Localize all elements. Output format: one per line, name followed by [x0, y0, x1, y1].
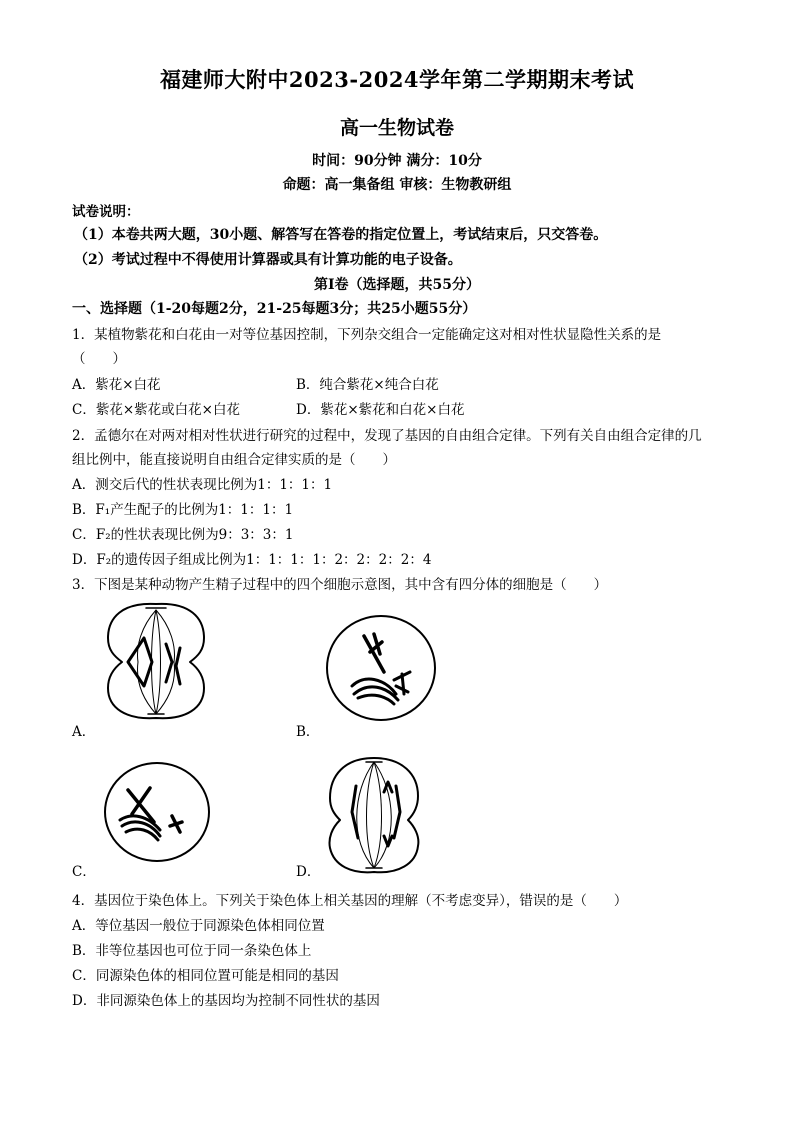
q3-label-c: C． [72, 864, 96, 880]
q1-option-b: B．纯合紫花×纯合白花 [296, 377, 439, 393]
q2-option-b: B．F₁产生配子的比例为1：1：1：1 [72, 502, 294, 518]
q1-option-a: A．紫花×白花 [72, 377, 161, 393]
q2-stem-line1: 2．孟德尔在对两对相对性状进行研究的过程中，发现了基因的自由组合定律。下列有关自由组合定律的几 [72, 428, 702, 444]
q1-stem: 1．某植物紫花和白花由一对等位基因控制，下列杂交组合一定能确定这对相对性状显隐性关系的是 [72, 327, 662, 343]
q2-option-d: D．F₂的遗传因子组成比例为1：1：1：1：2：2：2：2：4 [72, 552, 432, 568]
instruction-item-2: （2）考试过程中不得使用计算器或具有计算功能的电子设备。 [74, 252, 462, 268]
instruction-item-1: （1）本卷共两大题，30小题、解答写在答卷的指定位置上，考试结束后，只交答卷。 [74, 227, 608, 243]
exam-title: 福建师大附中2023-2024学年第二学期期末考试 [159, 67, 635, 92]
q1-option-d: D．紫花×紫花和白花×白花 [296, 402, 465, 418]
section1-heading: 一、选择题（1-20每题2分，21-25每题3分；共25小题55分） [72, 301, 477, 317]
q2-stem-line2: 组比例中，能直接说明自由组合定律实质的是（ ） [72, 452, 396, 468]
cell-diagram-a [100, 598, 212, 724]
q1-option-c: C．紫花×紫花或白花×白花 [72, 402, 240, 418]
q4-option-d: D．非同源染色体上的基因均为控制不同性状的基因 [72, 993, 380, 1009]
q3-label-d: D． [296, 864, 321, 880]
q3-label-b: B． [296, 724, 320, 740]
part1-heading: 第Ⅰ卷（选择题，共55分） [313, 277, 481, 293]
instructions-heading: 试卷说明： [72, 204, 140, 220]
authors-line: 命题：高一集备组 审核：生物教研组 [282, 177, 512, 193]
q1-blank: （ ） [72, 351, 126, 367]
q4-option-c: C．同源染色体的相同位置可能是相同的基因 [72, 968, 339, 984]
q2-option-a: A．测交后代的性状表现比例为1：1：1：1 [72, 477, 333, 493]
q4-stem: 4．基因位于染色体上。下列关于染色体上相关基因的理解（不考虑变异），错误的是（ ） [72, 893, 628, 909]
cell-diagram-d [322, 752, 426, 878]
q3-stem: 3．下图是某种动物产生精子过程中的四个细胞示意图，其中含有四分体的细胞是（ ） [72, 577, 608, 593]
cell-diagram-c [102, 760, 212, 864]
time-score-line: 时间：90分钟 满分：10分 [312, 153, 482, 169]
cell-diagram-b [324, 612, 438, 724]
q4-option-a: A．等位基因一般位于同源染色体相同位置 [72, 918, 325, 934]
exam-subtitle: 高一生物试卷 [339, 117, 454, 139]
q2-option-c: C．F₂的性状表现比例为9：3：3：1 [72, 527, 294, 543]
q3-label-a: A． [72, 724, 96, 740]
q4-option-b: B．非等位基因也可位于同一条染色体上 [72, 943, 312, 959]
